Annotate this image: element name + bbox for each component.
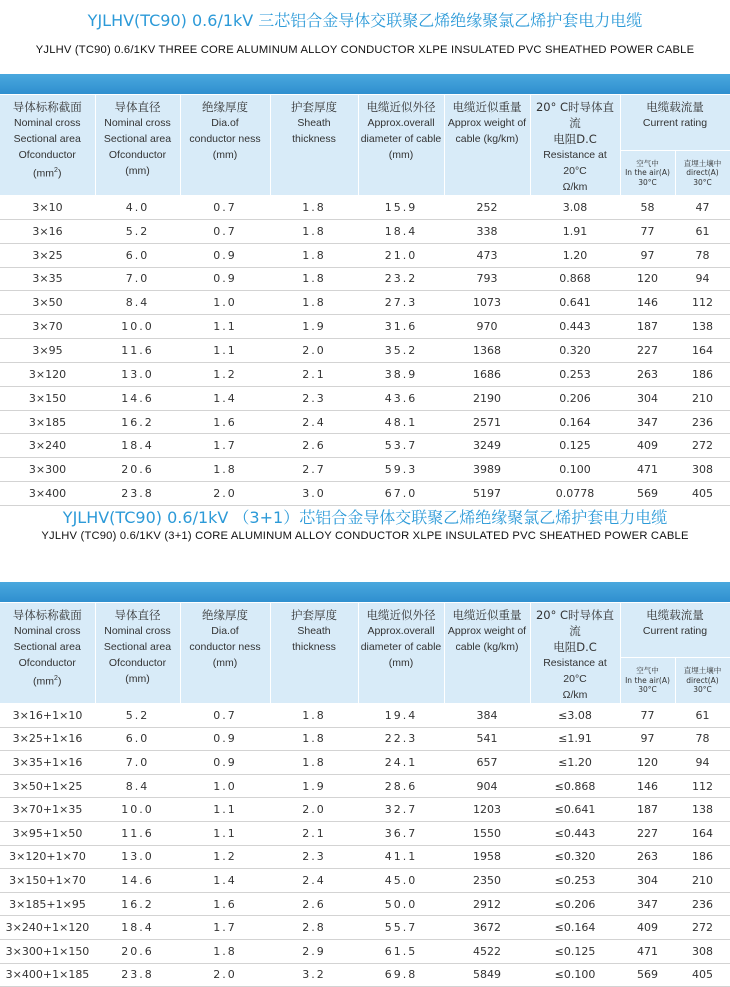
cell-overall-diameter: 45.0 [358,869,444,893]
table-row [0,798,730,822]
col-header-dc-resistance: 20° C时导体直流 电阻D.C Resistance at 20°C Ω/km [530,95,620,196]
cell-dc-resistance: ≤0.641 [530,798,620,822]
cell-dc-resistance: ≤0.253 [530,869,620,893]
cell-sheath-thickness: 3.2 [270,963,358,987]
cell-overall-diameter: 19.4 [358,704,444,728]
cell-current-direct-buried: 164 [675,821,730,845]
cell-current-in-air: 471 [620,458,675,482]
cell-dc-resistance: 0.164 [530,410,620,434]
cell-conductor-diameter: 14.6 [95,386,180,410]
cell-weight: 1203 [444,798,530,822]
cell-dc-resistance: ≤1.20 [530,751,620,775]
col-header-in-air: 空气中 In the air(A) 30°C [620,658,675,704]
table-row [0,362,730,386]
cell-current-in-air: 146 [620,774,675,798]
cell-dc-resistance: ≤0.206 [530,892,620,916]
cell-insulation-thickness: 0.9 [180,727,270,751]
cell-sheath-thickness: 2.4 [270,869,358,893]
cell-current-direct-buried: 112 [675,291,730,315]
col-header-insulation-thickness: 绝缘厚度 Dia.of conductor ness (mm) [180,603,270,704]
cell-dc-resistance: ≤1.91 [530,727,620,751]
cell-current-direct-buried: 210 [675,869,730,893]
cell-current-direct-buried: 272 [675,916,730,940]
cell-current-in-air: 304 [620,869,675,893]
cell-weight: 1686 [444,362,530,386]
cell-conductor-diameter: 11.6 [95,339,180,363]
cell-weight: 3989 [444,458,530,482]
col-header-direct-buried: 直埋土壤中 direct(A) 30°C [675,658,730,704]
cell-sheath-thickness: 2.0 [270,798,358,822]
cell-cross-section: 3×400+1×185 [0,963,95,987]
cell-current-in-air: 187 [620,315,675,339]
cell-cross-section: 3×120+1×70 [0,845,95,869]
cell-insulation-thickness: 1.1 [180,339,270,363]
cell-current-in-air: 409 [620,916,675,940]
col-header-weight: 电缆近似重量 Approx weight of cable (kg/km) [444,603,530,704]
cell-insulation-thickness: 0.9 [180,267,270,291]
cell-weight: 1550 [444,821,530,845]
cell-insulation-thickness: 2.0 [180,963,270,987]
table-row [0,196,730,220]
table-row [0,482,730,506]
cell-sheath-thickness: 1.8 [270,704,358,728]
table-row [0,939,730,963]
cell-dc-resistance: ≤0.100 [530,963,620,987]
cell-current-direct-buried: 236 [675,892,730,916]
table-row [0,458,730,482]
cell-dc-resistance: 0.320 [530,339,620,363]
cell-current-direct-buried: 405 [675,482,730,506]
cell-overall-diameter: 22.3 [358,727,444,751]
cell-current-direct-buried: 94 [675,267,730,291]
col-header-in-air: 空气中 In the air(A) 30°C [620,151,675,196]
cell-weight: 384 [444,704,530,728]
col-header-weight: 电缆近似重量 Approx weight of cable (kg/km) [444,95,530,196]
cell-overall-diameter: 50.0 [358,892,444,916]
cell-conductor-diameter: 8.4 [95,774,180,798]
cell-current-in-air: 569 [620,963,675,987]
cell-dc-resistance: ≤3.08 [530,704,620,728]
cell-current-in-air: 77 [620,219,675,243]
cell-conductor-diameter: 6.0 [95,727,180,751]
col-header-cross-section: 导体标称截面 Nominal cross Sectional area Ofconductor $(mm^2)$ [0,603,95,704]
cell-current-in-air: 97 [620,243,675,267]
table-row [0,845,730,869]
cell-current-direct-buried: 210 [675,386,730,410]
cell-conductor-diameter: 16.2 [95,410,180,434]
cell-overall-diameter: 21.0 [358,243,444,267]
cell-current-direct-buried: 272 [675,434,730,458]
cell-weight: 473 [444,243,530,267]
cell-conductor-diameter: 18.4 [95,434,180,458]
cell-overall-diameter: 69.8 [358,963,444,987]
section1-title-cn: YJLHV(TC90) 0.6/1kV 三芯铝合金导体交联聚乙烯绝缘聚氯乙烯护套电力电缆 [87,11,643,30]
cell-current-direct-buried: 138 [675,798,730,822]
cell-current-in-air: 304 [620,386,675,410]
cell-dc-resistance: 0.100 [530,458,620,482]
cell-sheath-thickness: 2.8 [270,916,358,940]
cell-dc-resistance: ≤0.125 [530,939,620,963]
cell-cross-section: 3×35+1×16 [0,751,95,775]
cell-overall-diameter: 28.6 [358,774,444,798]
cell-conductor-diameter: 13.0 [95,845,180,869]
table-three-core [0,95,730,506]
col-header-overall-diameter: 电缆近似外径 Approx.overall diameter of cable (mm) [358,95,444,196]
cell-sheath-thickness: 2.6 [270,892,358,916]
cell-current-direct-buried: 186 [675,845,730,869]
table-row [0,386,730,410]
col-header-overall-diameter: 电缆近似外径 Approx.overall diameter of cable (mm) [358,603,444,704]
cell-sheath-thickness: 2.1 [270,821,358,845]
col-header-sheath-thickness: 护套厚度 Sheath thickness [270,603,358,704]
cell-weight: 970 [444,315,530,339]
cell-cross-section: 3×70+1×35 [0,798,95,822]
cell-current-direct-buried: 47 [675,196,730,220]
cell-current-in-air: 227 [620,339,675,363]
cell-conductor-diameter: 18.4 [95,916,180,940]
cell-cross-section: 3×120 [0,362,95,386]
cell-insulation-thickness: 0.7 [180,219,270,243]
section2-title-cn: YJLHV(TC90) 0.6/1kV （3+1）芯铝合金导体交联聚乙烯绝缘聚氯乙烯护套电力电缆 [62,508,668,527]
cell-current-direct-buried: 138 [675,315,730,339]
cell-current-direct-buried: 78 [675,243,730,267]
table-row [0,243,730,267]
cell-cross-section: 3×95 [0,339,95,363]
cell-sheath-thickness: 2.3 [270,845,358,869]
cell-overall-diameter: 43.6 [358,386,444,410]
cell-current-in-air: 409 [620,434,675,458]
cell-overall-diameter: 55.7 [358,916,444,940]
cell-cross-section: 3×185+1×95 [0,892,95,916]
cell-sheath-thickness: 1.8 [270,267,358,291]
cell-dc-resistance: 0.125 [530,434,620,458]
cell-current-in-air: 347 [620,892,675,916]
cell-current-direct-buried: 78 [675,727,730,751]
cell-current-in-air: 187 [620,798,675,822]
cell-sheath-thickness: 2.9 [270,939,358,963]
cell-cross-section: 3×50 [0,291,95,315]
cell-insulation-thickness: 1.0 [180,774,270,798]
cell-conductor-diameter: 5.2 [95,704,180,728]
cell-dc-resistance: 0.641 [530,291,620,315]
cell-overall-diameter: 48.1 [358,410,444,434]
cell-weight: 3672 [444,916,530,940]
cell-sheath-thickness: 1.8 [270,727,358,751]
cell-conductor-diameter: 7.0 [95,267,180,291]
cell-cross-section: 3×35 [0,267,95,291]
cell-overall-diameter: 35.2 [358,339,444,363]
cell-overall-diameter: 53.7 [358,434,444,458]
cell-current-direct-buried: 61 [675,219,730,243]
cell-dc-resistance: 0.868 [530,267,620,291]
cell-overall-diameter: 23.2 [358,267,444,291]
table-row [0,291,730,315]
cell-cross-section: 3×25+1×16 [0,727,95,751]
cell-cross-section: 3×16 [0,219,95,243]
table-row [0,892,730,916]
cell-conductor-diameter: 6.0 [95,243,180,267]
cell-insulation-thickness: 1.6 [180,410,270,434]
cell-overall-diameter: 67.0 [358,482,444,506]
cell-current-in-air: 146 [620,291,675,315]
table-row [0,434,730,458]
cell-weight: 793 [444,267,530,291]
cell-overall-diameter: 32.7 [358,798,444,822]
cell-sheath-thickness: 1.9 [270,315,358,339]
table-row [0,410,730,434]
table-row [0,219,730,243]
cell-weight: 2350 [444,869,530,893]
cell-conductor-diameter: 8.4 [95,291,180,315]
cell-current-direct-buried: 112 [675,774,730,798]
cell-conductor-diameter: 7.0 [95,751,180,775]
cell-overall-diameter: 36.7 [358,821,444,845]
cell-insulation-thickness: 1.1 [180,315,270,339]
cell-insulation-thickness: 0.7 [180,196,270,220]
cell-current-in-air: 263 [620,845,675,869]
table-row [0,267,730,291]
cell-cross-section: 3×25 [0,243,95,267]
cell-weight: 1073 [444,291,530,315]
cell-overall-diameter: 59.3 [358,458,444,482]
cell-overall-diameter: 31.6 [358,315,444,339]
cell-cross-section: 3×240+1×120 [0,916,95,940]
section1-header-band [0,74,730,94]
cell-current-in-air: 120 [620,751,675,775]
cell-dc-resistance: 0.253 [530,362,620,386]
cell-weight: 2912 [444,892,530,916]
cell-current-in-air: 97 [620,727,675,751]
table-row [0,339,730,363]
cell-insulation-thickness: 1.8 [180,939,270,963]
cell-dc-resistance: ≤0.868 [530,774,620,798]
cell-sheath-thickness: 1.8 [270,196,358,220]
cell-weight: 4522 [444,939,530,963]
col-header-conductor-diameter: 导体直径 Nominal cross Sectional area Ofconductor (mm) [95,603,180,704]
cell-cross-section: 3×10 [0,196,95,220]
table-row [0,869,730,893]
cell-weight: 2571 [444,410,530,434]
cell-current-in-air: 120 [620,267,675,291]
cell-insulation-thickness: 1.4 [180,386,270,410]
cell-current-direct-buried: 236 [675,410,730,434]
cell-sheath-thickness: 1.8 [270,219,358,243]
cell-cross-section: 3×300 [0,458,95,482]
col-header-current-rating: 电缆载流量 Current rating [620,95,730,151]
cell-sheath-thickness: 1.8 [270,751,358,775]
cell-weight: 1368 [444,339,530,363]
cell-sheath-thickness: 1.8 [270,291,358,315]
cell-sheath-thickness: 2.6 [270,434,358,458]
cell-current-direct-buried: 308 [675,939,730,963]
cell-cross-section: 3×150+1×70 [0,869,95,893]
cell-cross-section: 3×50+1×25 [0,774,95,798]
cell-conductor-diameter: 23.8 [95,963,180,987]
cell-weight: 338 [444,219,530,243]
cell-overall-diameter: 61.5 [358,939,444,963]
cell-insulation-thickness: 1.7 [180,916,270,940]
cell-insulation-thickness: 1.4 [180,869,270,893]
cell-conductor-diameter: 23.8 [95,482,180,506]
table-row [0,704,730,728]
col-header-sheath-thickness: 护套厚度 Sheath thickness [270,95,358,196]
cell-weight: 1958 [444,845,530,869]
table-row [0,963,730,987]
cell-conductor-diameter: 14.6 [95,869,180,893]
col-header-direct-buried: 直埋土壤中 direct(A) 30°C [675,151,730,196]
cell-cross-section: 3×16+1×10 [0,704,95,728]
table-row [0,751,730,775]
cell-dc-resistance: ≤0.443 [530,821,620,845]
cell-insulation-thickness: 0.9 [180,243,270,267]
table-three-plus-one-core [0,603,730,987]
cell-cross-section: 3×185 [0,410,95,434]
col-header-cross-section: 导体标称截面 Nominal cross Sectional area Ofconductor $(mm^2)$ [0,95,95,196]
cell-conductor-diameter: 10.0 [95,315,180,339]
cell-cross-section: 3×240 [0,434,95,458]
cell-current-in-air: 347 [620,410,675,434]
cell-insulation-thickness: 1.6 [180,892,270,916]
cell-insulation-thickness: 1.1 [180,798,270,822]
cell-conductor-diameter: 5.2 [95,219,180,243]
cell-dc-resistance: 0.206 [530,386,620,410]
cell-current-in-air: 263 [620,362,675,386]
cell-sheath-thickness: 2.1 [270,362,358,386]
cell-current-direct-buried: 164 [675,339,730,363]
cell-current-direct-buried: 61 [675,704,730,728]
cell-overall-diameter: 38.9 [358,362,444,386]
table-row [0,315,730,339]
cell-insulation-thickness: 1.0 [180,291,270,315]
cell-weight: 5849 [444,963,530,987]
cell-dc-resistance: 0.0778 [530,482,620,506]
table-row [0,774,730,798]
cell-dc-resistance: 0.443 [530,315,620,339]
cell-dc-resistance: 1.91 [530,219,620,243]
cell-conductor-diameter: 11.6 [95,821,180,845]
cell-overall-diameter: 27.3 [358,291,444,315]
cell-cross-section: 3×95+1×50 [0,821,95,845]
cell-sheath-thickness: 2.3 [270,386,358,410]
cell-current-in-air: 77 [620,704,675,728]
cell-conductor-diameter: 13.0 [95,362,180,386]
cell-weight: 5197 [444,482,530,506]
cell-cross-section: 3×400 [0,482,95,506]
section1-title-en: YJLHV (TC90) 0.6/1KV THREE CORE ALUMINUM ALLOY CONDUCTOR XLPE INSULATED PVC SHEATHED POWER CABLE [35,44,695,56]
cell-weight: 252 [444,196,530,220]
cell-sheath-thickness: 1.9 [270,774,358,798]
cell-insulation-thickness: 1.1 [180,821,270,845]
cell-current-direct-buried: 186 [675,362,730,386]
cell-current-direct-buried: 94 [675,751,730,775]
cell-insulation-thickness: 1.2 [180,362,270,386]
cell-conductor-diameter: 20.6 [95,458,180,482]
cell-conductor-diameter: 20.6 [95,939,180,963]
section2-title-en: YJLHV (TC90) 0.6/1KV (3+1) CORE ALUMINUM ALLOY CONDUCTOR XLPE INSULATED PVC SHEATHED POWER CABLE [41,530,689,542]
cell-insulation-thickness: 1.2 [180,845,270,869]
cell-current-direct-buried: 308 [675,458,730,482]
cell-current-direct-buried: 405 [675,963,730,987]
cell-dc-resistance: 3.08 [530,196,620,220]
cell-overall-diameter: 18.4 [358,219,444,243]
cell-sheath-thickness: 3.0 [270,482,358,506]
cell-insulation-thickness: 0.9 [180,751,270,775]
cell-weight: 904 [444,774,530,798]
cell-sheath-thickness: 1.8 [270,243,358,267]
cell-insulation-thickness: 2.0 [180,482,270,506]
cell-conductor-diameter: 16.2 [95,892,180,916]
table-row [0,916,730,940]
table-row [0,821,730,845]
col-header-current-rating: 电缆载流量 Current rating [620,603,730,658]
col-header-conductor-diameter: 导体直径 Nominal cross Sectional area Ofconductor (mm) [95,95,180,196]
section2-header-band [0,582,730,602]
cell-sheath-thickness: 2.7 [270,458,358,482]
cell-dc-resistance: ≤0.164 [530,916,620,940]
cell-overall-diameter: 24.1 [358,751,444,775]
cell-overall-diameter: 15.9 [358,196,444,220]
cell-weight: 2190 [444,386,530,410]
cell-current-in-air: 58 [620,196,675,220]
cell-conductor-diameter: 10.0 [95,798,180,822]
cell-insulation-thickness: 1.7 [180,434,270,458]
cell-weight: 657 [444,751,530,775]
cell-sheath-thickness: 2.4 [270,410,358,434]
cell-insulation-thickness: 1.8 [180,458,270,482]
cell-cross-section: 3×70 [0,315,95,339]
col-header-insulation-thickness: 绝缘厚度 Dia.of conductor ness (mm) [180,95,270,196]
table-row [0,727,730,751]
cell-weight: 3249 [444,434,530,458]
cell-current-in-air: 569 [620,482,675,506]
cell-current-in-air: 227 [620,821,675,845]
cell-conductor-diameter: 4.0 [95,196,180,220]
cell-sheath-thickness: 2.0 [270,339,358,363]
cell-dc-resistance: ≤0.320 [530,845,620,869]
cell-current-in-air: 471 [620,939,675,963]
cell-insulation-thickness: 0.7 [180,704,270,728]
cell-overall-diameter: 41.1 [358,845,444,869]
cell-dc-resistance: 1.20 [530,243,620,267]
cell-cross-section: 3×300+1×150 [0,939,95,963]
col-header-dc-resistance: 20° C时导体直流 电阻D.C Resistance at 20°C Ω/km [530,603,620,704]
cell-cross-section: 3×150 [0,386,95,410]
cell-weight: 541 [444,727,530,751]
